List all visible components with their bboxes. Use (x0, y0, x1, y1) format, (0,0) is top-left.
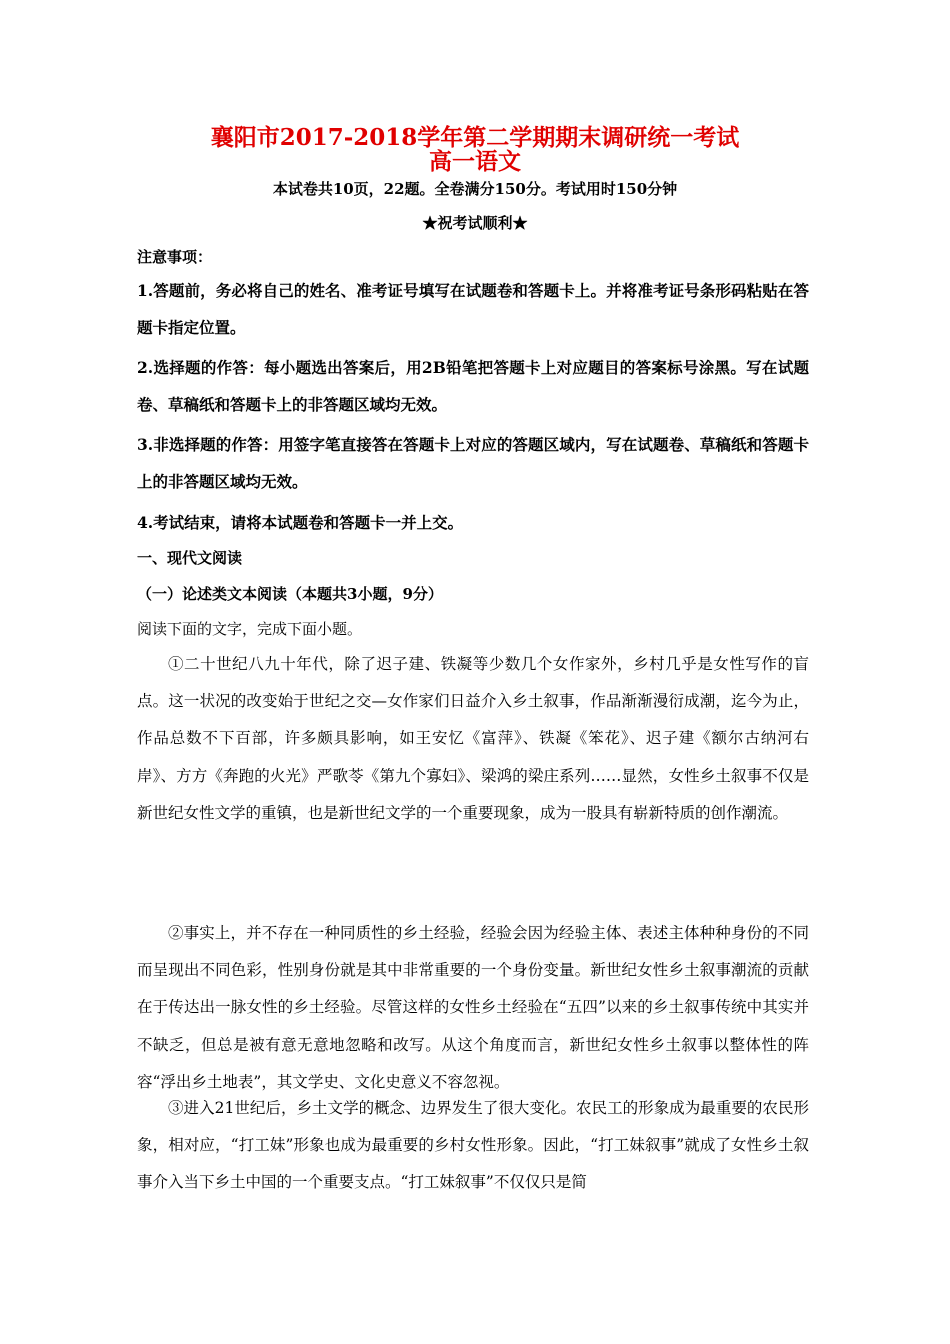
blessing: ★祝考试顺利★ (422, 214, 528, 232)
note-item-3: 3.非选择题的作答：用签字笔直接答在答题卡上对应的答题区域内，写在试题卷、草稿纸和答题卡上的非答题区域均无效。 (137, 435, 809, 492)
exam-title: 襄阳市2017-2018学年第二学期期末调研统一考试 (210, 124, 740, 151)
note-item-4: 4.考试结束，请将本试题卷和答题卡一并上交。 (137, 513, 464, 532)
passage-paragraph-2: ②事实上，并不存在一种同质性的乡土经验，经验会因为经验主体、表述主体种种身份的不同而呈现出不同色彩，性别身份就是其中非常重要的一个身份变量。新世纪女性乡土叙事潮流的贡献在于传达出一脉女性的乡土经验。尽管这样的女性乡土经验在“五四”以来的乡土叙事传统中其实并不缺乏，但总是被有意无意地忽略和改写。从这个角度而言，新世纪女性乡土叙事以整体性的阵容“浮出乡土地表”，其文学史、文化史意义不容忽视。 (137, 924, 809, 1091)
exam-info: 本试卷共10页，22题。全卷满分150分。考试用时150分钟 (272, 180, 678, 198)
exam-subject: 高一语文 (429, 148, 521, 175)
note-item-2: 2.选择题的作答：每小题选出答案后，用2B铅笔把答题卡上对应题目的答案标号涂黑。写在试题卷、草稿纸和答题卡上的非答题区域均无效。 (137, 358, 809, 415)
passage-paragraph-1: ①二十世纪八九十年代，除了迟子建、铁凝等少数几个女作家外，乡村几乎是女性写作的盲点。这一状况的改变始于世纪之交—女作家们日益介入乡土叙事，作品渐渐漫衍成潮，迄今为止，作品总数不下百部，许多颇具影响，如王安忆《富萍》、铁凝《笨花》、迟子建《额尔古纳河右岸》、方方《奔跑的火光》严歌苓《第九个寡妇》、梁鸿的梁庄系列……显然，女性乡土叙事不仅是新世纪女性文学的重镇，也是新世纪文学的一个重要现象，成为一股具有崭新特质的创作潮流。 (137, 655, 809, 822)
note-item-1: 1.答题前，务必将自己的姓名、准考证号填写在试题卷和答题卡上。并将准考证号条形码粘贴在答题卡指定位置。 (137, 281, 809, 338)
passage-paragraph-3: ③进入21世纪后，乡土文学的概念、边界发生了很大变化。农民工的形象成为最重要的农民形象，相对应，“打工妹”形象也成为最重要的乡村女性形象。因此，“打工妹叙事”就成了女性乡土叙事介入当下乡土中国的一个重要支点。“打工妹叙事”不仅仅只是简 (137, 1099, 809, 1192)
reading-instruction: 阅读下面的文字，完成下面小题。 (137, 620, 363, 638)
section-subheading: （一）论述类文本阅读（本题共3小题，9分） (137, 585, 443, 603)
notes-heading: 注意事项： (137, 248, 213, 266)
section-heading: 一、现代文阅读 (137, 549, 243, 567)
